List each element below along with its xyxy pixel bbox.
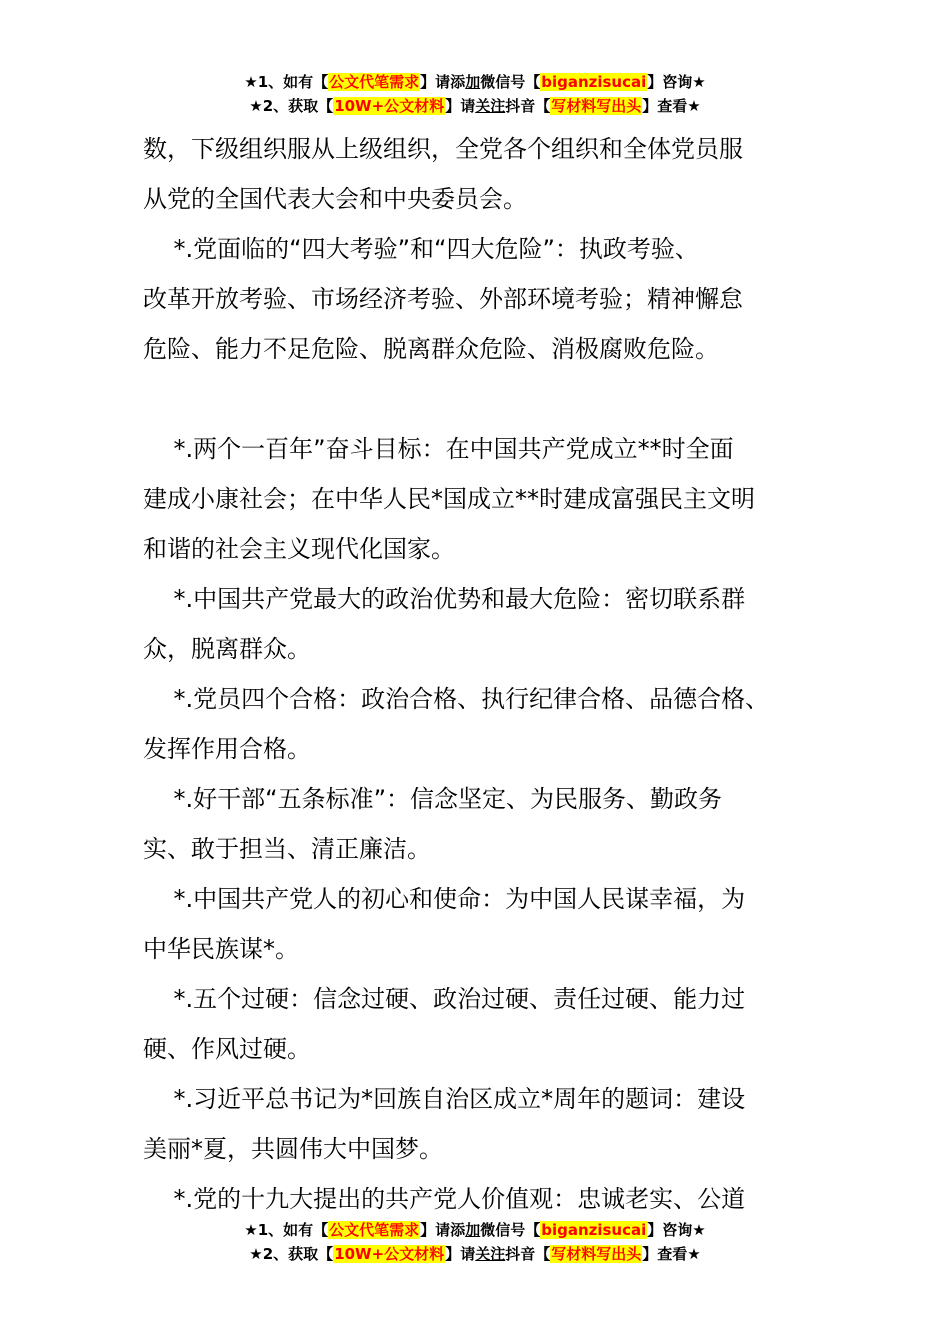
paragraph: *.党面临的“四大考验”和“四大危险”：执政考验、 改革开放考验、市场经济考验、外部环境考验；精神懈怠 危险、能力不足危险、脱离群众危险、消极腐败危险。 — [143, 235, 743, 363]
paragraph: *.习近平总书记为*回族自治区成立*周年的题词：建设 美丽*夏，共圆伟大中国梦。 — [143, 1085, 746, 1163]
banner-line-2: ★2、获取【10W+公文材料】请关注抖音【写材料写出头】查看★ — [249, 97, 701, 115]
banner-line-1: ★1、如有【公文代笔需求】请添加微信号【biganzisucai】咨询★ — [244, 73, 706, 91]
highlight-service: 公文代笔需求 — [329, 1221, 420, 1239]
paragraph: *.两个一百年”奋斗目标：在中国共产党成立**时全面 建成小康社会；在中华人民*国成立**时建成富强民主文明 和谐的社会主义现代化国家。 — [143, 435, 755, 563]
highlight-service: 公文代笔需求 — [329, 73, 420, 91]
highlight-douyin: 写材料写出头 — [551, 1245, 642, 1263]
highlight-wechat-id: biganzisucai — [541, 1221, 647, 1239]
blank-line — [143, 374, 823, 424]
paragraph: *.五个过硬：信念过硬、政治过硬、责任过硬、能力过 硬、作风过硬。 — [143, 985, 746, 1063]
document-body — [143, 124, 823, 1224]
highlight-materials: 10W+公文材料 — [334, 1245, 445, 1263]
paragraph: *.中国共产党人的初心和使命：为中国人民谋幸福，为 中华民族谋*。 — [143, 885, 746, 963]
highlight-wechat-id: biganzisucai — [541, 73, 647, 91]
paragraph: *.党的十九大提出的共产党人价值观：忠诚老实、公道 — [143, 1185, 746, 1213]
paragraph: *.好干部“五条标准”：信念坚定、为民服务、勤政务 实、敢于担当、清正廉洁。 — [143, 785, 723, 863]
paragraph: *.中国共产党最大的政治优势和最大危险：密切联系群 众，脱离群众。 — [143, 585, 746, 663]
paragraph: *.党员四个合格：政治合格、执行纪律合格、品德合格、 发挥作用合格。 — [143, 685, 770, 763]
highlight-douyin: 写材料写出头 — [551, 97, 642, 115]
banner-line-2: ★2、获取【10W+公文材料】请关注抖音【写材料写出头】查看★ — [249, 1245, 701, 1263]
banner-line-1: ★1、如有【公文代笔需求】请添加微信号【biganzisucai】咨询★ — [244, 1221, 706, 1239]
highlight-materials: 10W+公文材料 — [334, 97, 445, 115]
footer-banner — [0, 1218, 950, 1266]
header-banner — [0, 70, 950, 118]
paragraph: 数，下级组织服从上级组织，全党各个组织和全体党员服 从党的全国代表大会和中央委员会。 — [143, 135, 743, 213]
